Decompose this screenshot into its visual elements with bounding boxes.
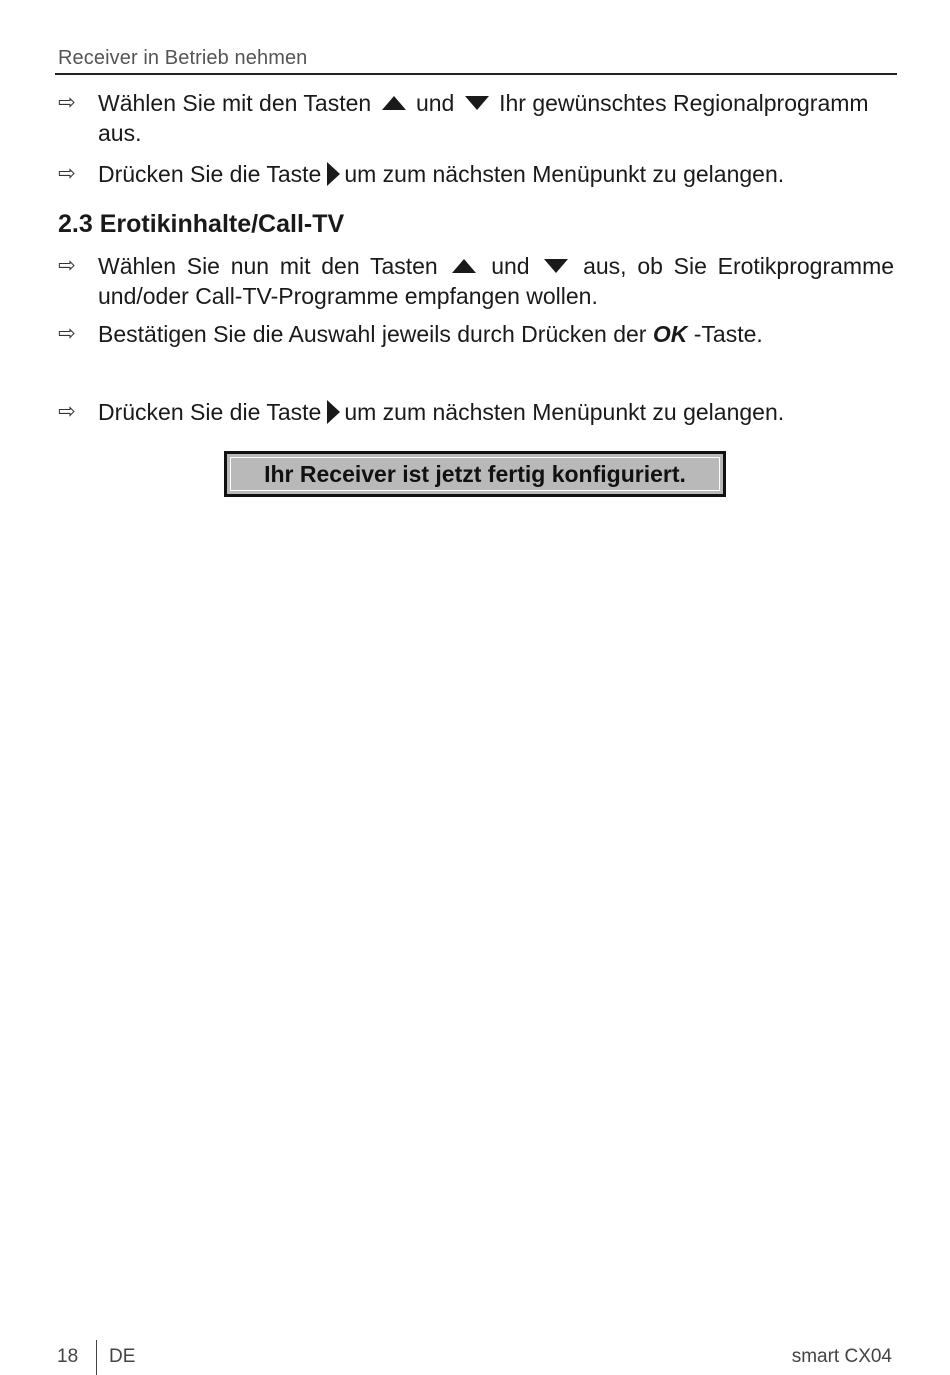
arrow-bullet-icon: ⇨ bbox=[58, 400, 76, 423]
completion-notice-text: Ihr Receiver ist jetzt fertig konfiguriert. bbox=[230, 457, 720, 491]
completion-notice-box bbox=[224, 451, 726, 497]
header-rule bbox=[55, 73, 897, 75]
section-heading: 2.3 Erotikinhalte/Call-TV bbox=[58, 210, 345, 238]
triangle-up-icon bbox=[382, 96, 406, 110]
running-header: Receiver in Betrieb nehmen bbox=[58, 47, 308, 69]
ok-key-label: OK bbox=[652, 321, 688, 347]
triangle-up-icon bbox=[452, 259, 476, 273]
item-text: um zum nächsten Menüpunkt zu gelangen. bbox=[344, 161, 785, 187]
list-item-confirm bbox=[58, 319, 894, 349]
list-item-next-menu-2 bbox=[58, 397, 894, 428]
list-item-erotic-calltv bbox=[58, 251, 894, 311]
item-text: Ihr gewünschtes Regionalprogramm aus. bbox=[98, 90, 869, 146]
item-text: Wählen Sie nun mit den Tasten bbox=[98, 253, 438, 279]
item-text: und bbox=[415, 90, 455, 116]
arrow-bullet-icon: ⇨ bbox=[58, 91, 76, 114]
triangle-right-icon bbox=[327, 162, 340, 186]
language-label: DE bbox=[109, 1346, 136, 1367]
item-text: aus, ob Sie Erotikprogramme und/oder Call-TV-Programme empfangen wollen. bbox=[98, 253, 895, 309]
item-text: Drücken Sie die Taste bbox=[98, 399, 322, 425]
triangle-down-icon bbox=[465, 96, 489, 110]
item-text: Wählen Sie mit den Tasten bbox=[98, 90, 372, 116]
footer-divider bbox=[96, 1340, 97, 1375]
arrow-bullet-icon: ⇨ bbox=[58, 322, 76, 345]
item-text: Bestätigen Sie die Auswahl jeweils durch Drücken der bbox=[98, 321, 647, 347]
item-text: Drücken Sie die Taste bbox=[98, 161, 322, 187]
triangle-right-icon bbox=[327, 400, 340, 424]
page-number: 18 bbox=[57, 1346, 79, 1367]
list-item-regional bbox=[58, 88, 894, 148]
item-text: um zum nächsten Menüpunkt zu gelangen. bbox=[344, 399, 785, 425]
arrow-bullet-icon: ⇨ bbox=[58, 254, 76, 277]
item-text: und bbox=[491, 253, 530, 279]
list-item-next-menu bbox=[58, 159, 894, 190]
item-text: -Taste. bbox=[693, 321, 763, 347]
triangle-down-icon bbox=[544, 259, 568, 273]
model-name: smart CX04 bbox=[791, 1346, 892, 1367]
arrow-bullet-icon: ⇨ bbox=[58, 162, 76, 185]
